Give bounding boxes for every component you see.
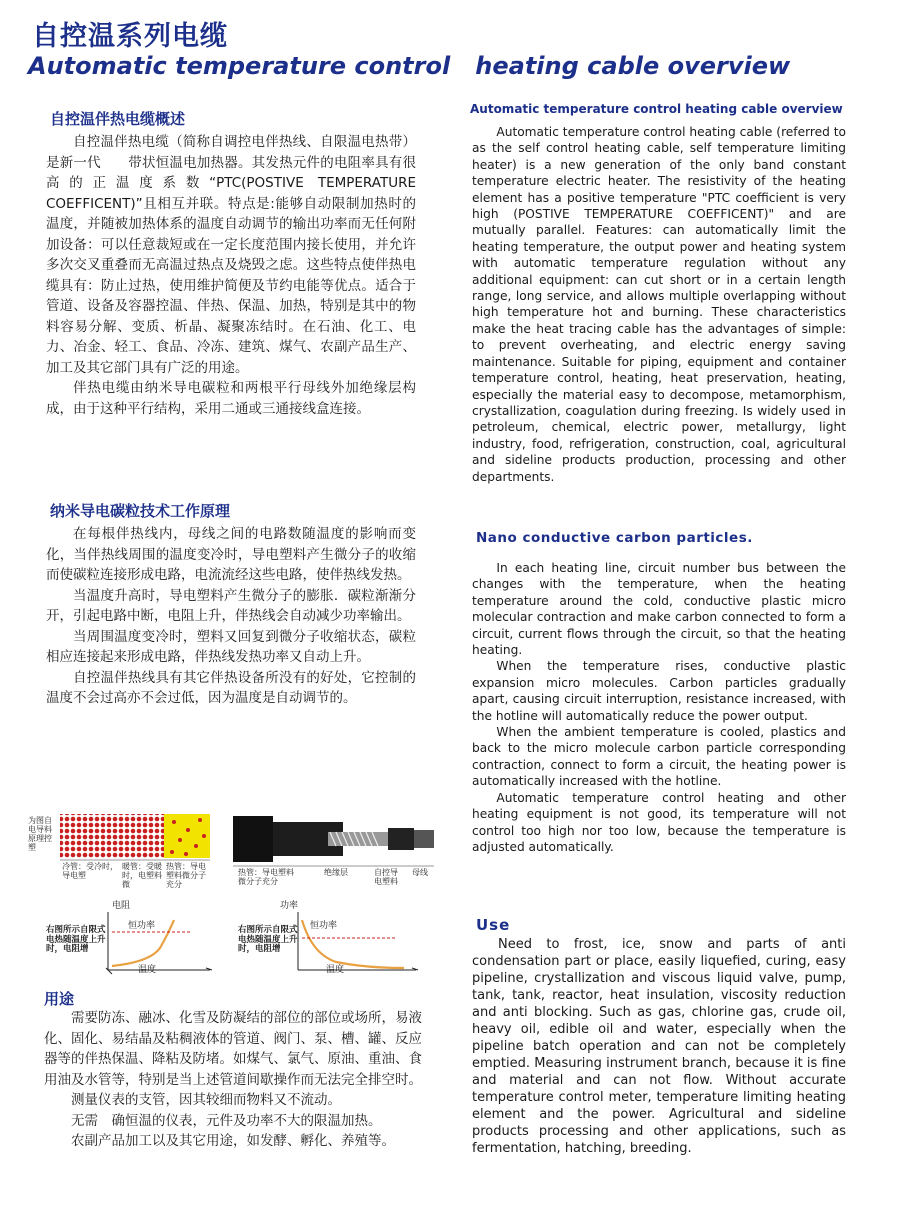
graph1-note: 右图所示自限式电热随温度上升时，电阻增 [46, 925, 106, 954]
cn-nano-heading: 纳米导电碳粒技术工作原理 [50, 502, 231, 520]
cn-nano-p3: 当周围温度变冷时，塑料又回复到微分子收缩状态，碳粒相应连接起来形成电路，伴热线发热功率又自动上升。 [46, 628, 416, 665]
en-use-body [472, 936, 846, 1157]
en-nano-body [472, 560, 846, 855]
cn-use-p1: 需要防冻、融冰、化雪及防凝结的部位的部位或场所，易液化、固化、易结晶及粘稠液体的管道、阀门、泵、槽、罐、反应器等的伴热保温、降粘及防堵。如煤气、氯气、原油、重油、食用油及水管等，特别是当上述管道间歇操作而无法完全排空时。 [44, 1010, 422, 1088]
cap-ctrl-plastic: 自控导电塑料 [374, 868, 398, 886]
en-nano-p1: In each heating line, circuit number bus between the changes with the temperature, when the heating temperature around the cold, conductive plastic micro molecular contraction and make carbon connected to form a circuit, current flows through the circuit, so that the heating heating. [472, 561, 846, 658]
graph2-curve-label: 恒功率 [310, 921, 338, 931]
en-nano-p2: When the temperature rises, conductive plastic expansion micro molecules. Carbon particles gradually apart, causing circuit interruption, resistance increased, with the hotline will automatically reduce the power output. [472, 659, 846, 723]
cn-overview-p2: 伴热电缆由纳米导电碳粒和两根平行母线外加绝缘层构成，由于这种平行结构，采用二通或三通接线盒连接。 [46, 380, 416, 417]
cap-insulation: 绝缘层 [324, 868, 348, 877]
cn-use-p3: 无需 确恒温的仪表，元件及功率不大的限温加热。 [71, 1112, 382, 1129]
en-use-p1: Need to frost, ice, snow and parts of anti condensation part or place, easily liquefied, curing, easy pipeline, crystallization and viscous liquid valve, pump, tank, tank, reactor, heat insulation, viscosity reduction and anti blocking. Such as gas, chlorine gas, crude oil, heavy oil, edible oil and water, especially when the pipeline batch operation and can not be completely emptied. Measuring instrument branch, because it is fine and material and can not flow. Without accurate temperature control meter, temperature limiting heating element and the power. Agricultural and sideline products processing and other applications, such as fermentation, hatching, breeding. [472, 937, 846, 1156]
resistance-graph [40, 898, 220, 978]
cn-nano-body [46, 524, 416, 709]
cable-jacket [233, 816, 273, 862]
page-title-en: Automatic temperature control heating cable overview [28, 52, 791, 80]
en-nano-p3: When the ambient temperature is cooled, plastics and back to the micro molecule carbon particle corresponding contraction, connect to form a circuit, the heating power is automatically increased with the hotline. [472, 725, 846, 789]
cn-use-heading: 用途 [44, 990, 75, 1008]
cn-use-body [44, 1008, 422, 1152]
en-overview-p1: Automatic temperature control heating cable (referred to as the self control heating cable, self temperature limiting heater) is a new generation of the only band constant temperature electric heater. The resistivity of the heating element has a positive temperature "PTC coefficient is very high (POSTIVE TEMPERATURE COEFFICENT)" and are mutually parallel. Features: can automatically limit the heating temperature, the output power and heating system with automatic temperature regulation without any additional equipment: can cut short or in a certain length range, long service, and allows multiple overlapping without high temperature hot and burning. These characteristics make the heat tracing cable has the advantages of simple: to prevent overheating, and electric energy saving maintenance. Suitable for piping, equipment and container temperature control, heating, heat preservation, heating, especially the material easy to decompose, metamorphism, crystallization, coagulation during freezing. Is widely used in petroleum, chemical, electric power, metallurgy, light industry, food, refrigeration, construction, coal, agricultural and sideline products production, processing and other departments. [472, 125, 846, 484]
warm-panel [120, 814, 164, 858]
cap-hot: 热管：导电塑料微分子充分 [166, 862, 206, 889]
graph2-xlabel: 温度 [326, 965, 345, 975]
graph2-note: 右图所示自限式电热随温度上升时，电阻增 [238, 925, 298, 954]
carbon-diagram [28, 810, 438, 890]
cn-use-p2: 测量仪表的支管，因其较细而物料又不流动。 [71, 1092, 341, 1108]
en-use-heading: Use [476, 916, 511, 934]
cn-nano-p4: 自控温伴热线具有其它伴热设备所没有的好处，它控制的温度不会过高亦不会过低，因为温度是自动调节的。 [46, 669, 416, 706]
cn-overview-heading: 自控温伴热电缆概述 [50, 110, 186, 128]
graph1-ylabel: 电阻 [112, 901, 131, 911]
page-title-cn: 自控温系列电缆 [32, 21, 228, 52]
cn-nano-p1: 在每根伴热线内，母线之间的电路数随温度的影响而变化，当伴热线周围的温度变冷时，导电塑料产生微分子的收缩而使碳粒连接形成电路，电流流经这些电路，使伴热线发热。 [46, 526, 416, 583]
graph1-curve-label: 恒功率 [128, 921, 156, 931]
cap-warm: 暖管：受暖时，电塑料微 [122, 862, 162, 889]
cn-overview-body [46, 132, 416, 419]
cap-hot2: 热管：导电塑料微分子充分 [238, 868, 294, 886]
graph1-xlabel: 温度 [138, 965, 157, 975]
en-nano-p4: Automatic temperature control heating and other heating equipment is not good, its temperature will not control too high nor too low, because the temperature is adjusted automatically. [472, 790, 846, 854]
graph2-ylabel: 功率 [280, 901, 299, 911]
cn-overview-p1: 自控温伴热电缆（简称自调控电伴热线、自限温电热带）是新一代 带状恒温电加热器。其发热元件的电阻率具有很高的正温度系数“PTC(POSTIVE TEMPERATURE COEFFICENT)”且相互并联。特点是:能够自动限制加热时的温度，并随被加热体系的温度自动调节的输出功率而无任何附加设备：可以任意裁短或在一定长度范围内接长使用，并允许多次交叉重叠而无高温过热点及烧毁之虑。这些特点使伴热电缆具有：防止过热，使用维护简便及节约电能等优点。适合于管道、设备及容器控温、伴热、保温、加热，特别是其中的物料容易分解、变质、析晶、凝聚冻结时。在石油、化工、电力、冶金、轻工、食品、冷冻、建筑、煤气、农副产品生产、加工及其它部门具有广泛的用途。 [46, 134, 416, 376]
cap-cold: 冷管：受冷时，导电塑 [62, 862, 118, 880]
power-graph [236, 898, 436, 978]
cn-use-p4: 农副产品加工以及其它用途，如发酵、孵化、养殖等。 [71, 1133, 395, 1149]
en-overview-heading: Automatic temperature control heating cable overview [470, 102, 843, 116]
en-overview-body [472, 124, 846, 485]
cold-panel [60, 814, 120, 858]
diagram-side-caption: 为图自电导料原理控塑 [28, 816, 52, 852]
cap-busbar: 母线 [412, 868, 428, 877]
cn-nano-p2: 当温度升高时，导电塑料产生微分子的膨胀．碳粒渐渐分开，引起电路中断，电阻上升，伴热线会自动减少功率输出。 [46, 587, 416, 624]
en-nano-heading: Nano conductive carbon particles. [476, 530, 753, 546]
